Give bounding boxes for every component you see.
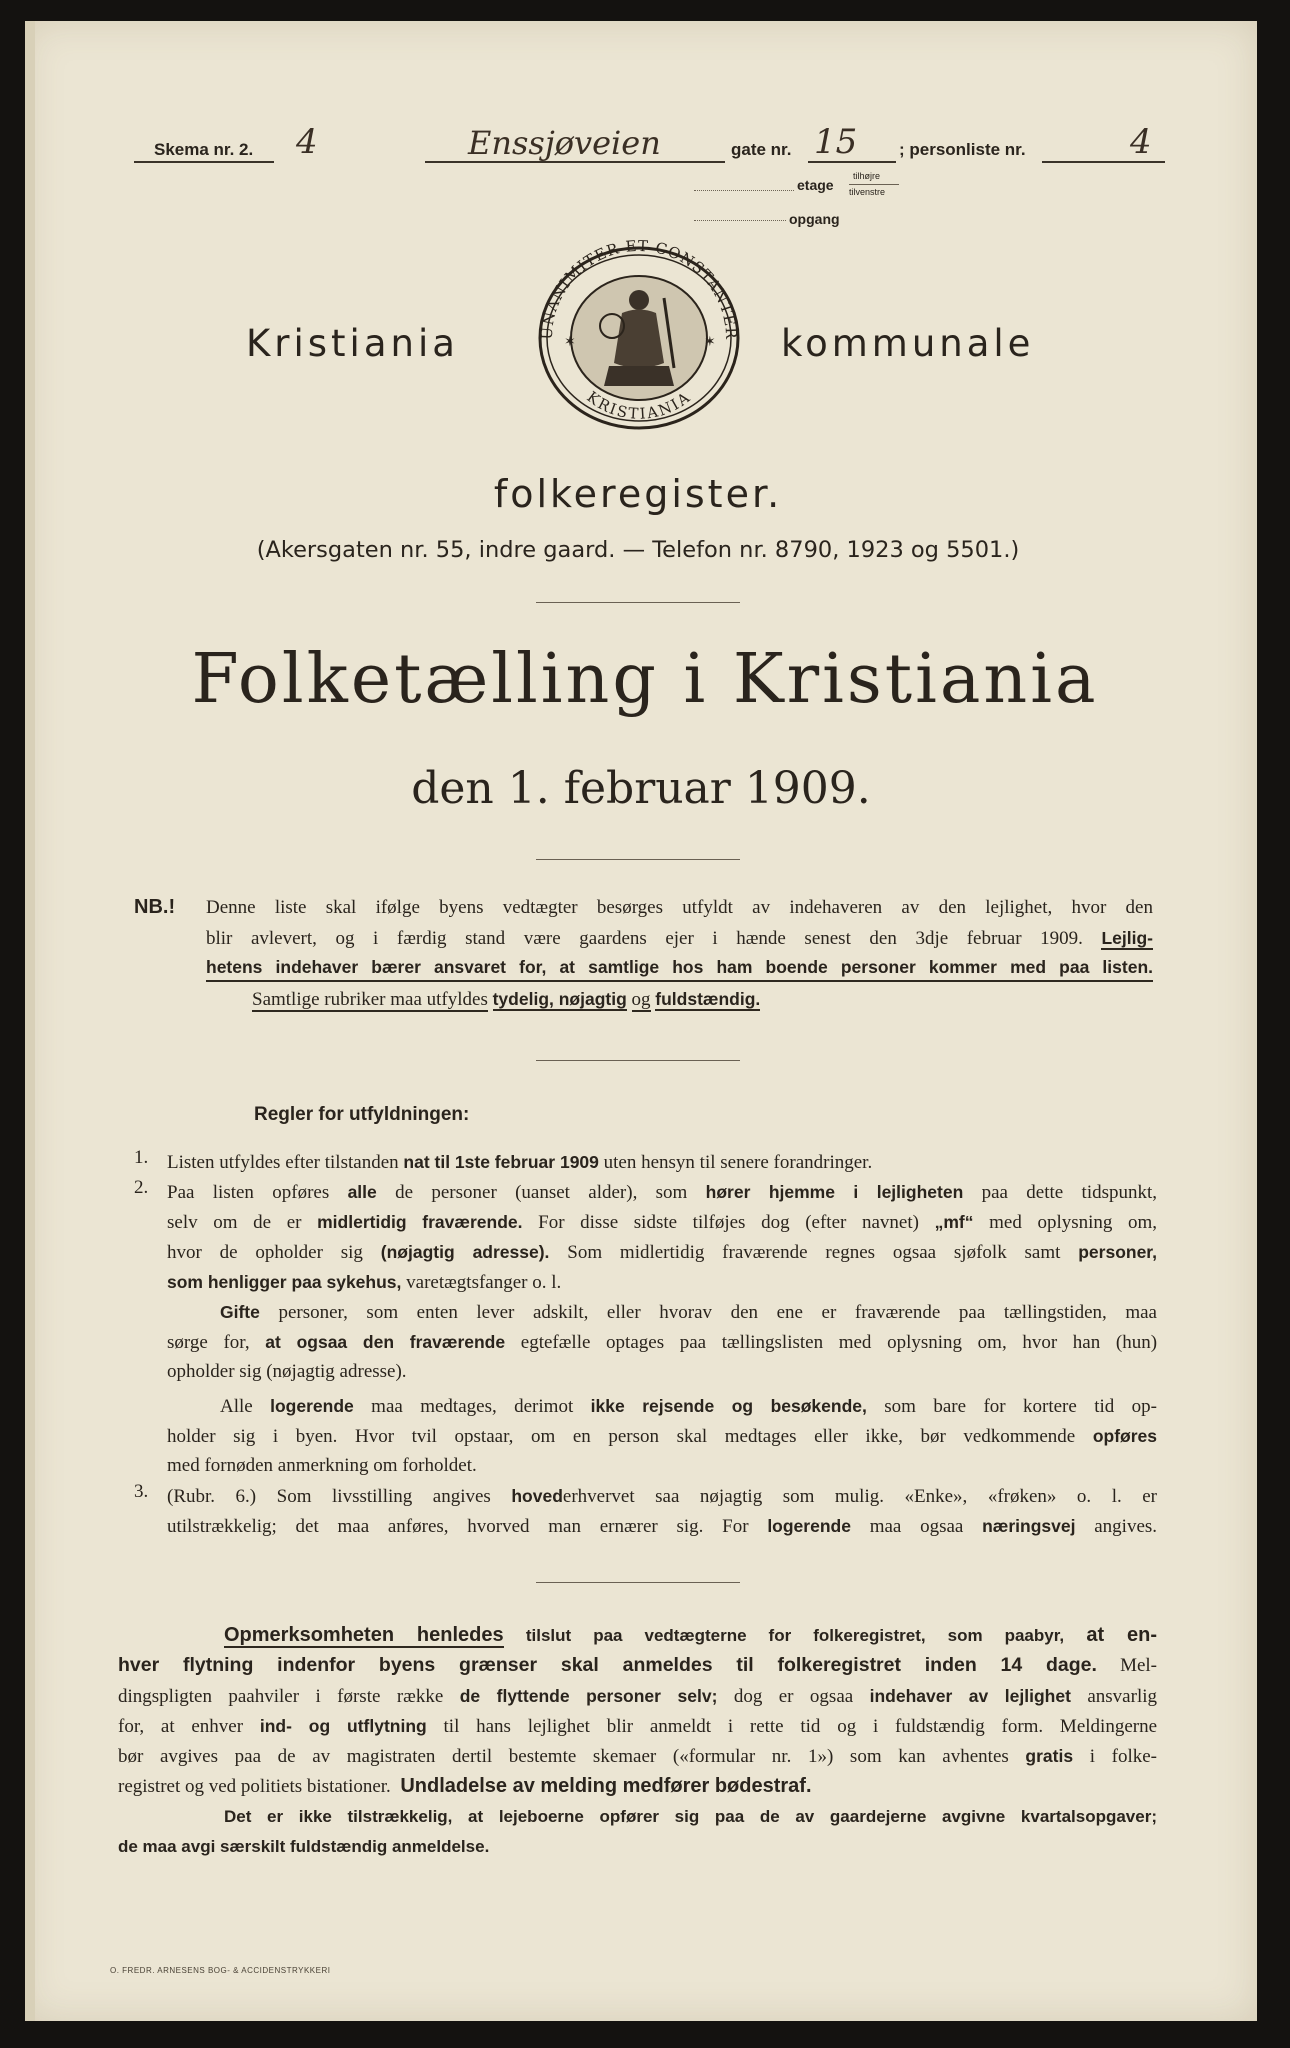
rule-2-number: 2. xyxy=(134,1177,149,1198)
rule-2-line-2: selv om de er midlertidig fraværende. For disse sidste tilføjes dog (efter navnet) „mf“ med oplysning om, xyxy=(167,1212,1158,1233)
street-underline xyxy=(425,161,725,163)
divider-4 xyxy=(536,1582,740,1583)
rule-2-para3-line-1: Alle logerende maa medtages, derimot ikke rejsende og besøkende, som bare for kortere tid op- xyxy=(220,1396,1157,1417)
census-date: den 1. februar 1909. xyxy=(411,763,871,814)
etage-fraction-line xyxy=(849,184,899,185)
rules-heading: Regler for utfyldningen: xyxy=(254,1104,470,1125)
rule-2-para3-line-3: med fornøden anmerkning om forholdet. xyxy=(167,1455,477,1476)
page-edge xyxy=(25,21,35,2021)
rule-1-line: Listen utfyldes efter tilstanden nat til 1ste februar 1909 uten hensyn til senere forandringer. xyxy=(167,1152,873,1173)
notice-line-7: Det er ikke tilstrækkelig, at lejeboerne opfører sig paa de av gaardejerne avgivne kvartalsopgaver; xyxy=(224,1807,1157,1826)
etage-label: etage xyxy=(797,177,834,193)
rule-2-para2-line-1: Gifte personer, som enten lever adskilt, eller hvorav den ene er fraværende paa tællingstiden, maa xyxy=(220,1302,1157,1323)
rule-2-line-4: som henligger paa sykehus, varetægtsfanger o. l. xyxy=(167,1272,562,1293)
skema-underline xyxy=(134,161,274,163)
rule-2-line-3: hvor de opholder sig (nøjagtig adresse). Som midlertidig fraværende regnes ogsaa sjøfolk samt personer, xyxy=(167,1242,1158,1263)
notice-line-5: bør avgives paa de av magistraten dertil bestemte skemaer («formular nr. 1») som kan avhentes gratis i folke- xyxy=(118,1746,1157,1767)
skema-value: 4 xyxy=(296,122,318,162)
opgang-label: opgang xyxy=(789,211,840,227)
rule-2-para2-line-2: sørge for, at ogsaa den fraværende egtefælle optages paa tællingslisten med oplysning om, hvor han (hun) xyxy=(167,1332,1158,1353)
notice-line-2: hver flytning indenfor byens grænser skal anmeldes til folkeregistret inden 14 dage. Mel- xyxy=(118,1654,1158,1676)
printer-credit: O. FREDR. ARNESENS BOG- & ACCIDENSTRYKKERI xyxy=(110,1966,331,1975)
office-address: (Akersgaten nr. 55, indre gaard. — Telefon nr. 8790, 1923 og 5501.) xyxy=(256,537,1020,563)
rule-2-para3-line-2: holder sig i byen. Hvor tvil opstaar, om en person skal medtages eller ikke, bør vedkommende opføres xyxy=(167,1426,1158,1447)
nb-label: NB.! xyxy=(134,896,176,918)
gate-label: gate nr. xyxy=(731,140,792,159)
notice-line-3: dingspligten paahviler i første række de flyttende personer selv; dog er ogsaa indehaver av lejlighet ansvarlig xyxy=(118,1686,1158,1707)
notice-line-6: registret og ved politiets bistationer. Undladelse av melding medfører bødestraf. xyxy=(118,1775,812,1797)
title-kommunale: kommunale xyxy=(781,322,1035,365)
skema-label: Skema nr. 2. xyxy=(154,140,254,159)
gate-underline xyxy=(808,161,896,163)
nb-line-1: Denne liste skal ifølge byens vedtægter besørges utfyldt av indehaveren av den lejlighet, hvor den xyxy=(206,897,1153,918)
notice-line-8: de maa avgi særskilt fuldstændig anmeldelse. xyxy=(118,1837,490,1856)
personliste-label: ; personliste nr. xyxy=(899,140,1026,159)
divider-1 xyxy=(536,602,740,603)
gate-value: 15 xyxy=(814,122,858,162)
census-title: Folketælling i Kristiania xyxy=(191,640,1099,719)
svg-text:✶: ✶ xyxy=(704,334,716,350)
etage-dots xyxy=(694,190,794,191)
rule-3-line-1: (Rubr. 6.) Som livsstilling angives hovederhvervet saa nøjagtig som mulig. «Enke», «frøken» o. l. er xyxy=(167,1486,1158,1507)
seal-text-bottom: KRISTIANIA xyxy=(583,387,695,423)
divider-2 xyxy=(536,859,740,860)
tilvenstre-label: tilvenstre xyxy=(849,187,886,197)
tilhoire-label: tilhøjre xyxy=(853,171,881,181)
personliste-underline xyxy=(1042,161,1165,163)
personliste-value: 4 xyxy=(1130,122,1152,162)
notice-line-1: Opmerksomheten henledes tilslut paa vedtægterne for folkeregistret, som paabyr, at en- xyxy=(224,1624,1158,1646)
notice-line-4: for, at enhver ind- og utflytning til hans lejlighet blir anmeldt i rette tid og i fuldstændig form. Meldingerne xyxy=(118,1716,1158,1737)
rule-2-para2-line-3: opholder sig (nøjagtig adresse). xyxy=(167,1361,407,1382)
rule-1-number: 1. xyxy=(134,1147,149,1168)
opgang-dots xyxy=(694,220,786,221)
title-kristiania: Kristiania xyxy=(246,322,459,365)
svg-text:✶: ✶ xyxy=(564,334,576,350)
nb-line-2: blir avlevert, og i færdig stand være gaardens ejer i hænde senest den 3dje februar 1909. Lejlig- xyxy=(206,928,1154,949)
folkeregister-subtitle: folkeregister. xyxy=(493,472,783,516)
seal-text-top: UNANIMITER ET CONSTANTER xyxy=(537,238,741,341)
nb-line-4: Samtlige rubriker maa utfyldes tydelig, nøjagtig og fuldstændig. xyxy=(252,989,761,1010)
rule-3-line-2: utilstrækkelig; det maa anføres, hvorved man ernærer sig. For logerende maa ogsaa næringsvej angives. xyxy=(167,1516,1158,1537)
kristiania-seal-icon xyxy=(524,238,754,438)
rule-2-line-1: Paa listen opføres alle de personer (uanset alder), som hører hjemme i lejligheten paa dette tidspunkt, xyxy=(167,1182,1158,1203)
divider-3 xyxy=(536,1060,740,1061)
nb-line-3: hetens indehaver bærer ansvaret for, at samtlige hos ham boende personer kommer med paa listen. xyxy=(206,954,1153,982)
rule-3-number: 3. xyxy=(134,1481,149,1502)
street-value: Enssjøveien xyxy=(468,124,661,162)
